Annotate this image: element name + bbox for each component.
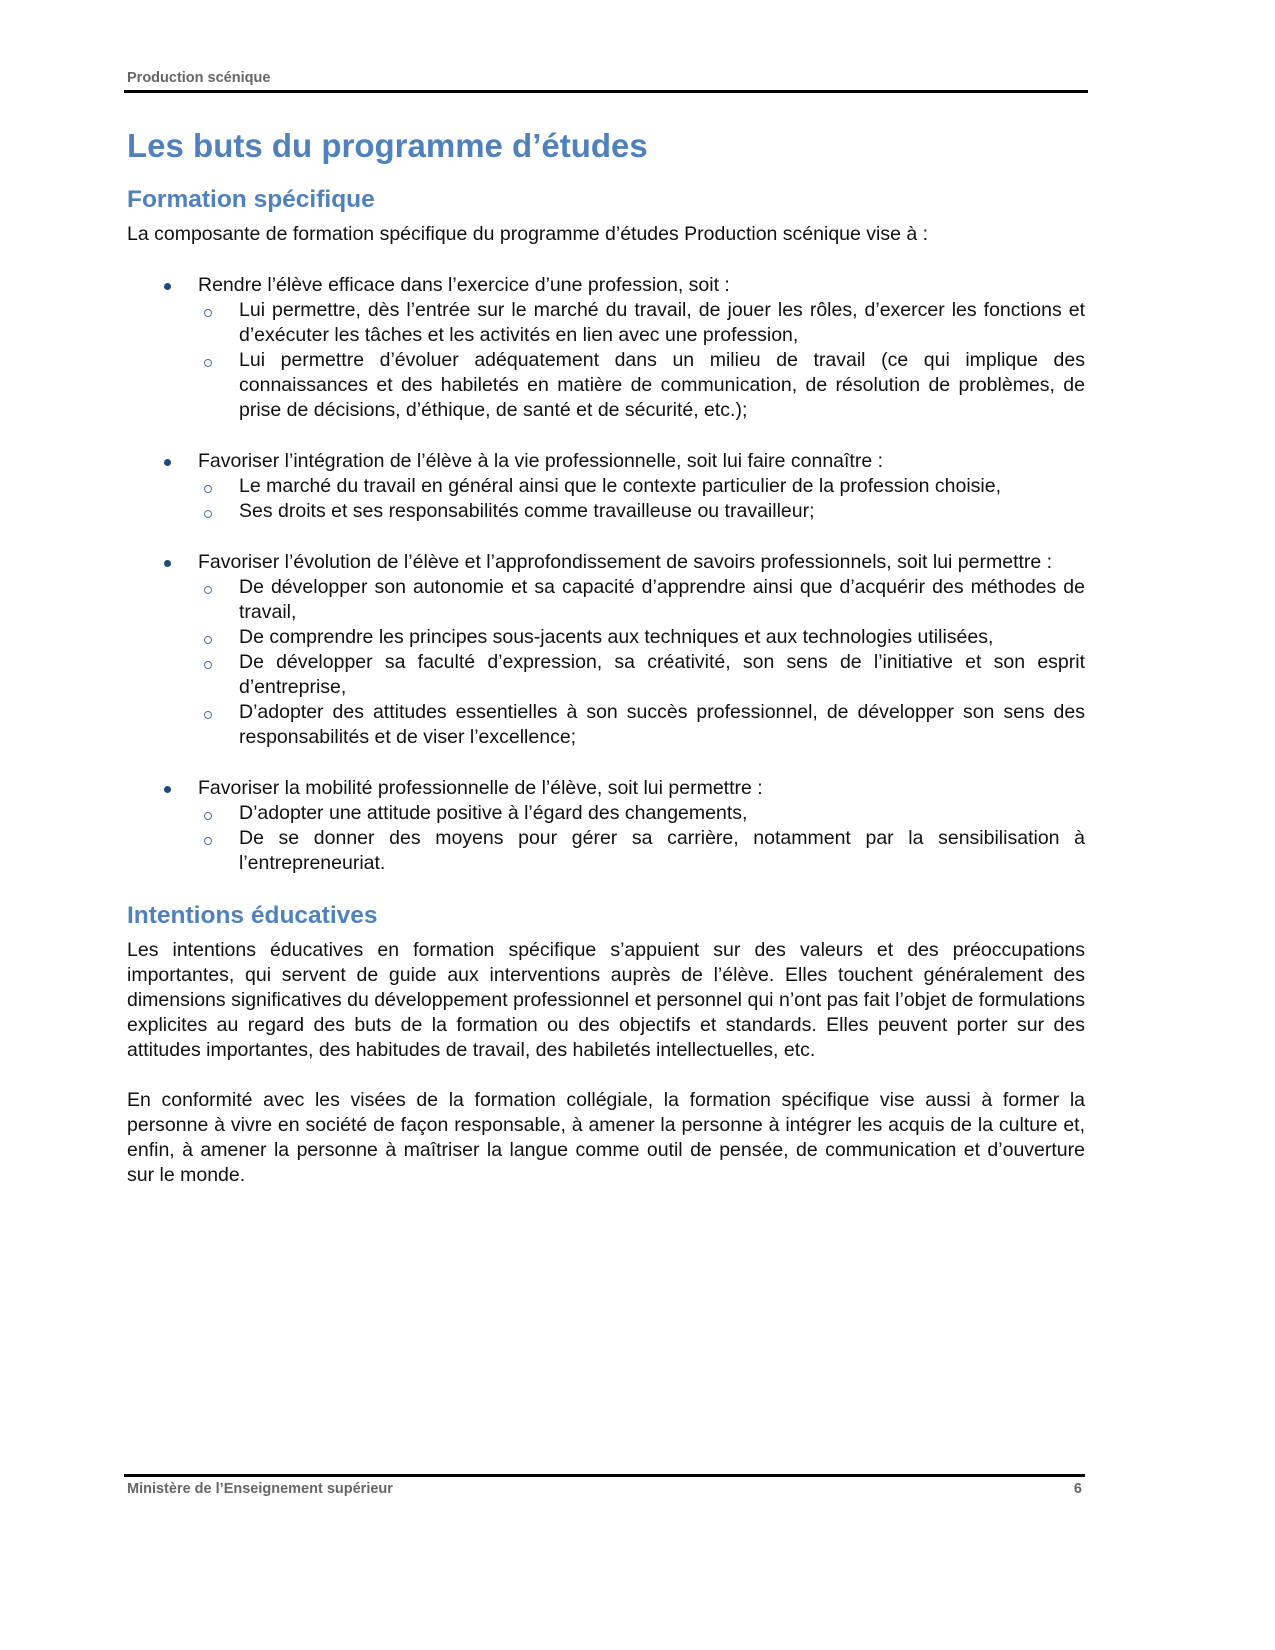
circle-bullet-icon bbox=[204, 586, 212, 594]
running-header: Production scénique bbox=[127, 70, 271, 86]
page-title: Les buts du programme d’études bbox=[127, 127, 648, 164]
sub-list-item-text: De développer sa faculté d’expression, sa créativité, son sens de l’initiative et son esprit d’entreprise, bbox=[239, 651, 1085, 698]
list-item bbox=[127, 550, 1085, 750]
circle-bullet-icon bbox=[204, 485, 212, 493]
sub-list-item-text: Lui permettre d’évoluer adéquatement dans un milieu de travail (ce qui implique des connaissances et des habiletés en matière de communication, de résolution de problèmes, de prise de décisions, d’éthique, de santé et de sécurité, etc.); bbox=[239, 349, 1085, 421]
list-item-text: Favoriser l’intégration de l’élève à la vie professionnelle, soit lui faire connaître : bbox=[198, 450, 884, 472]
circle-bullet-icon bbox=[204, 510, 212, 518]
sub-list bbox=[198, 575, 1085, 750]
intentions-paragraph-1: Les intentions éducatives en formation spécifique s’appuient sur des valeurs et des préoccupations importantes, qui servent de guide aux interventions auprès de l’élève. Elles touchent généralement des dimensions significatives du développement professionnel et personnel qui n’ont pas fait l’objet de formulations explicites au regard des buts de la formation ou des objectifs et standards. Elles peuvent porter sur des attitudes importantes, des habitudes de travail, des habiletés intellectuelles, etc. bbox=[127, 939, 1085, 1061]
bullet-icon bbox=[164, 560, 171, 567]
section-heading-formation: Formation spécifique bbox=[127, 186, 375, 213]
circle-bullet-icon bbox=[204, 309, 212, 317]
list-item-text: Favoriser la mobilité professionnelle de l’élève, soit lui permettre : bbox=[198, 777, 763, 799]
list-item bbox=[127, 273, 1085, 423]
sub-list bbox=[198, 474, 1085, 524]
page-content bbox=[127, 122, 1085, 1188]
sub-list-item bbox=[198, 298, 1085, 348]
sub-list-item-text: Lui permettre, dès l’entrée sur le marché du travail, de jouer les rôles, d’exercer les fonctions et d’exécuter les tâches et les activités en lien avec une profession, bbox=[239, 299, 1085, 346]
sub-list-item-text: De comprendre les principes sous-jacents aux techniques et aux technologies utilisées, bbox=[239, 626, 994, 648]
bullet-icon bbox=[164, 283, 171, 290]
list-item-text: Rendre l’élève efficace dans l’exercice d’une profession, soit : bbox=[198, 274, 730, 296]
sub-list-item bbox=[198, 650, 1085, 700]
sub-list-item-text: Ses droits et ses responsabilités comme travailleuse ou travailleur; bbox=[239, 500, 815, 522]
sub-list-item-text: De se donner des moyens pour gérer sa carrière, notamment par la sensibilisation à l’entrepreneuriat. bbox=[239, 827, 1085, 874]
sub-list-item-text: Le marché du travail en général ainsi que le contexte particulier de la profession choisie, bbox=[239, 475, 1002, 497]
section-heading-intentions: Intentions éducatives bbox=[127, 902, 378, 929]
list-item bbox=[127, 776, 1085, 876]
sub-list bbox=[198, 298, 1085, 423]
sub-list-item bbox=[198, 348, 1085, 423]
sub-list-item bbox=[198, 801, 1085, 826]
sub-list-item bbox=[198, 499, 1085, 524]
list-item bbox=[127, 449, 1085, 524]
page-number: 6 bbox=[1073, 1481, 1082, 1497]
list-item-text: Favoriser l’évolution de l’élève et l’approfondissement de savoirs professionnels, soit lui permettre : bbox=[198, 551, 1053, 573]
intentions-paragraph-2: En conformité avec les visées de la formation collégiale, la formation spécifique vise aussi à former la personne à vivre en société de façon responsable, à amener la personne à intégrer les acquis de la culture et, enfin, à amener la personne à maîtriser la langue comme outil de pensée, de communication et d’ouverture sur le monde. bbox=[127, 1089, 1085, 1186]
sub-list bbox=[198, 801, 1085, 876]
sub-list-item bbox=[198, 700, 1085, 750]
bullet-icon bbox=[164, 459, 171, 466]
circle-bullet-icon bbox=[204, 711, 212, 719]
circle-bullet-icon bbox=[204, 812, 212, 820]
header-rule bbox=[124, 90, 1088, 93]
footer-rule bbox=[124, 1474, 1085, 1477]
footer-ministry: Ministère de l’Enseignement supérieur bbox=[127, 1481, 393, 1497]
sub-list-item-text: De développer son autonomie et sa capacité d’apprendre ainsi que d’acquérir des méthodes de travail, bbox=[239, 576, 1085, 623]
bullet-icon bbox=[164, 786, 171, 793]
sub-list-item-text: D’adopter une attitude positive à l’égard des changements, bbox=[239, 802, 748, 824]
sub-list-item bbox=[198, 575, 1085, 625]
sub-list-item bbox=[198, 826, 1085, 876]
sub-list-item bbox=[198, 474, 1085, 499]
sub-list-item-text: D’adopter des attitudes essentielles à son succès professionnel, de développer son sens des responsabilités et de viser l’excellence; bbox=[239, 701, 1085, 748]
circle-bullet-icon bbox=[204, 661, 212, 669]
circle-bullet-icon bbox=[204, 636, 212, 644]
circle-bullet-icon bbox=[204, 359, 212, 367]
sub-list-item bbox=[198, 625, 1085, 650]
intro-paragraph: La composante de formation spécifique du programme d’études Production scénique vise à : bbox=[127, 223, 929, 245]
goals-list bbox=[127, 273, 1085, 876]
circle-bullet-icon bbox=[204, 837, 212, 845]
